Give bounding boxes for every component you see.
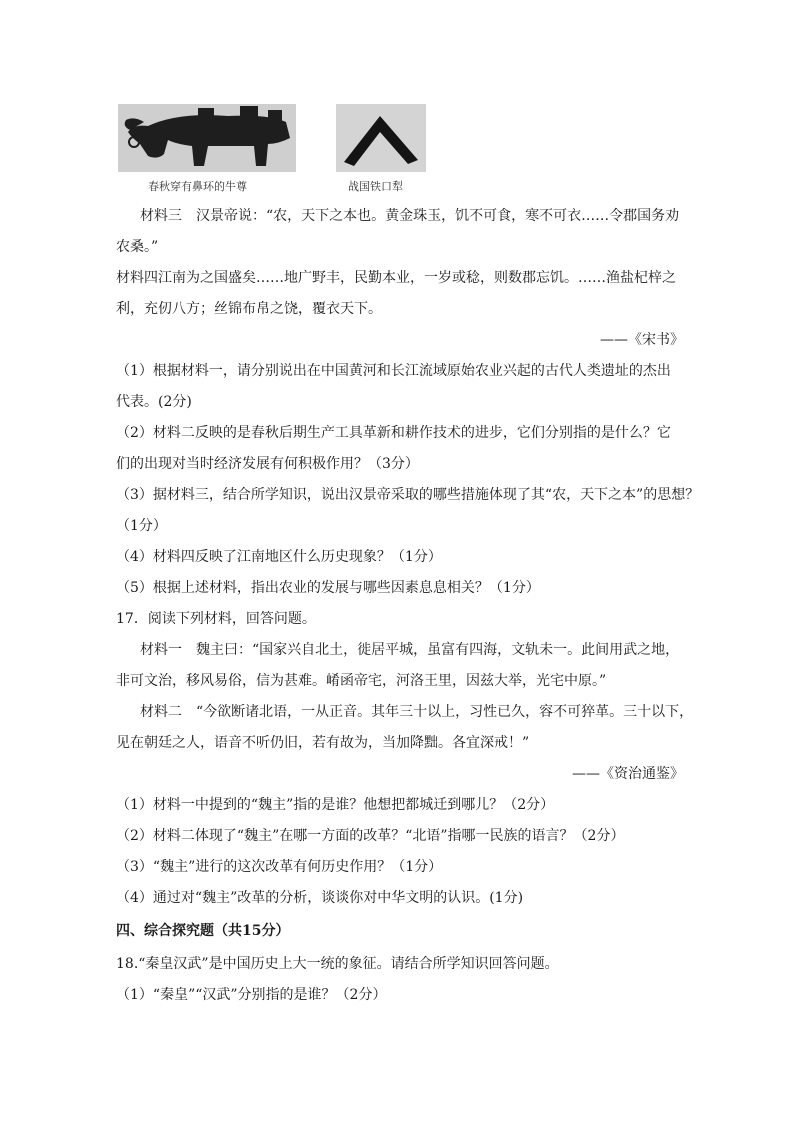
material-3-line: 材料三 汉景帝说：“农，天下之本也。黄金珠玉，饥不可食，寒不可衣……令郡国务劝 <box>140 208 680 224</box>
question-line: （3）“魏主”进行的这次改革有何历史作用？（1分） <box>116 859 443 875</box>
material-2-line: 见在朝廷之人，语音不听仍旧，若有故为，当加降黜。各宜深戒！” <box>116 735 530 751</box>
question-line: （4）材料四反映了江南地区什么历史现象？（1分） <box>116 549 442 565</box>
question-line: （2）材料二反映的是春秋后期生产工具革新和耕作技术的进步，它们分别指的是什么？它 <box>116 425 671 441</box>
section-heading: 四、综合探究题（共15分） <box>116 923 290 939</box>
question-line: （2）材料二体现了“魏主”在哪一方面的改革？“北语”指哪一民族的语言？（2分） <box>116 828 625 844</box>
question-heading: 17．阅读下列材料，回答问题。 <box>116 611 316 627</box>
figure-caption: 春秋穿有鼻环的牛尊 <box>148 180 247 193</box>
question-line: （1）“秦皇”“汉武”分别指的是谁？（2分） <box>116 987 387 1003</box>
ox-zun-illustration <box>118 104 296 172</box>
ox-zun-image <box>118 104 296 172</box>
question-line: （1）根据材料一，请分别说出在中国黄河和长江流域原始农业兴起的古代人类遗址的杰出 <box>116 363 671 379</box>
question-line: 代表。(2分) <box>116 394 192 410</box>
material-1-line: 非可文治，移风易俗，信为甚难。崤函帝宅，河洛王里，因兹大举，光宅中原。” <box>116 673 607 689</box>
question-line: （3）据材料三，结合所学知识，说出汉景帝采取的哪些措施体现了其“农，天下之本”的思想？ <box>116 487 700 503</box>
material-4-line: 利，充仞八方；丝锦布帛之饶，覆衣天下。 <box>116 301 382 317</box>
question-line: （5）根据上述材料，指出农业的发展与哪些因素息息相关？（1分） <box>116 580 540 596</box>
material-1-line: 材料一 魏主曰：“国家兴自北土，徙居平城，虽富有四海，文轨未一。此间用武之地， <box>140 642 680 658</box>
iron-plow-image <box>336 104 426 172</box>
question-heading: 18.“秦皇汉武”是中国历史上大一统的象征。请结合所学知识回答问题。 <box>116 956 559 972</box>
question-line: （1）材料一中提到的“魏主”指的是谁？他想把都城迁到哪儿？（2分） <box>116 797 555 813</box>
material-3-line: 农桑。” <box>116 239 159 255</box>
iron-plow-illustration <box>336 104 426 172</box>
source-citation: ——《宋书》 <box>600 332 684 348</box>
question-line: （4）通过对“魏主”改革的分析，谈谈你对中华文明的认识。(1分) <box>116 890 524 906</box>
question-line: （1分） <box>116 518 167 534</box>
question-line: 们的出现对当时经济发展有何积极作用？（3分） <box>116 456 419 472</box>
material-4-line: 材料四江南为之国盛矣……地广野丰，民勤本业，一岁或稔，则数郡忘饥。……渔盐杞梓之 <box>116 270 676 286</box>
material-2-line: 材料二 “今欲断诸北语，一从正音。其年三十以上，习性已久，容不可猝革。三十以下， <box>140 704 694 720</box>
figure-caption: 战国铁口犁 <box>348 180 403 193</box>
source-citation: ——《资治通鉴》 <box>572 766 684 782</box>
